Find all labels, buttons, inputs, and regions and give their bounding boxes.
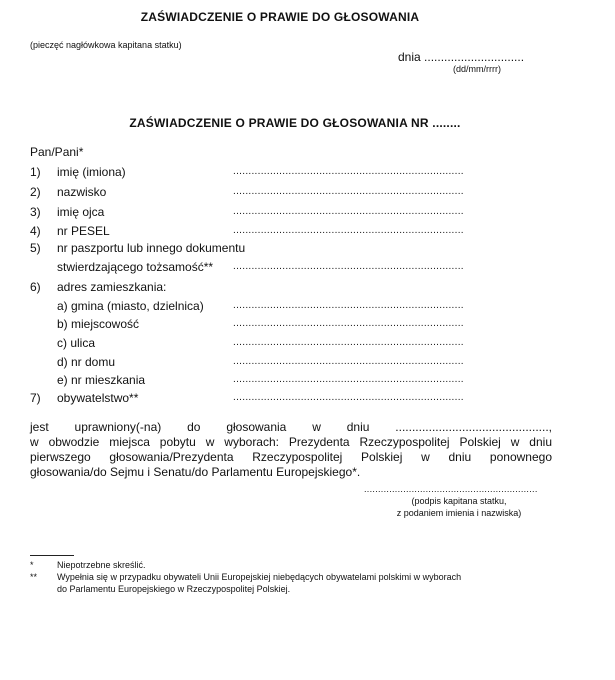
field-fill-father-name[interactable]: ...........................................................................	[233, 206, 464, 217]
field-fill-town[interactable]: ...........................................................................	[233, 318, 464, 329]
field-number: 6)	[30, 280, 41, 294]
field-fill-municipality[interactable]: ...........................................................................	[233, 300, 464, 311]
field-label-municipality: a) gmina (miasto, dzielnica)	[57, 299, 204, 313]
salutation: Pan/Pani*	[30, 145, 84, 159]
footnote-mark: *	[30, 560, 34, 570]
date-field: dnia ..............................	[398, 50, 525, 64]
field-fill-surname[interactable]: ...........................................................................	[233, 186, 464, 197]
field-label-passport-cont: stwierdzającego tożsamość**	[57, 260, 214, 274]
signature-caption: z podaniem imienia i nazwiska)	[396, 508, 522, 518]
field-number: 7)	[30, 391, 41, 405]
field-fill-passport[interactable]: ...........................................................................	[233, 261, 464, 272]
paragraph-line: głosowania/do Sejmu i Senatu/do Parlamentu Europejskiego*.	[30, 465, 361, 479]
paragraph-line: pierwszego głosowania/Prezydenta Rzeczypospolitej Polskiej w dniu ponownego	[30, 450, 552, 464]
paragraph-line: w obwodzie miejsca pobytu w wyborach: Prezydenta Rzeczypospolitej Polskiej w dniu	[30, 435, 552, 449]
signature-line[interactable]: ..............................................................	[364, 484, 538, 494]
field-label-house-number: d) nr domu	[57, 355, 116, 369]
field-number: 1)	[30, 165, 41, 179]
field-number: 3)	[30, 205, 41, 219]
field-fill-first-name[interactable]: ...........................................................................	[233, 166, 464, 177]
field-label-citizenship: obywatelstwo**	[57, 391, 139, 405]
entitlement-paragraph	[30, 420, 552, 480]
stamp-note: (pieczęć nagłówkowa kapitana statku)	[30, 40, 182, 50]
field-label-address: adres zamieszkania:	[57, 280, 167, 294]
field-label-pesel: nr PESEL	[57, 224, 110, 238]
field-number: 2)	[30, 185, 41, 199]
document-title: ZAŚWIADCZENIE O PRAWIE DO GŁOSOWANIA	[140, 10, 420, 24]
field-fill-street[interactable]: ...........................................................................	[233, 337, 464, 348]
footnote-text: Niepotrzebne skreślić.	[57, 560, 146, 570]
field-label-passport: nr paszportu lub innego dokumentu	[57, 241, 246, 255]
footnote-divider	[30, 555, 74, 556]
form-title: ZAŚWIADCZENIE O PRAWIE DO GŁOSOWANIA NR ........	[129, 116, 461, 130]
field-number: 4)	[30, 224, 41, 238]
field-label-town: b) miejscowość	[57, 317, 140, 331]
field-label-street: c) ulica	[57, 336, 96, 350]
footnote-mark: **	[30, 572, 38, 582]
signature-caption: (podpis kapitana statku,	[411, 496, 507, 506]
field-number: 5)	[30, 241, 41, 255]
footnote-text: Wypełnia się w przypadku obywateli Unii Europejskiej niebędących obywatelami polskimi w wyborach	[57, 572, 462, 582]
field-label-father-name: imię ojca	[57, 205, 105, 219]
field-fill-house-number[interactable]: ...........................................................................	[233, 356, 464, 367]
footnote-text: do Parlamentu Europejskiego w Rzeczypospolitej Polskiej.	[57, 584, 291, 594]
field-label-apartment-number: e) nr mieszkania	[57, 373, 146, 387]
field-fill-apartment-number[interactable]: ...........................................................................	[233, 374, 464, 385]
field-fill-pesel[interactable]: ...........................................................................	[233, 225, 464, 236]
field-fill-citizenship[interactable]: ...........................................................................	[233, 392, 464, 403]
date-format-hint: (dd/mm/rrrr)	[453, 64, 501, 74]
field-label-first-name: imię (imiona)	[57, 165, 126, 179]
field-label-surname: nazwisko	[57, 185, 107, 199]
paragraph-line: jest uprawniony(-na) do głosowania w dniu ..............................................,	[30, 420, 552, 434]
